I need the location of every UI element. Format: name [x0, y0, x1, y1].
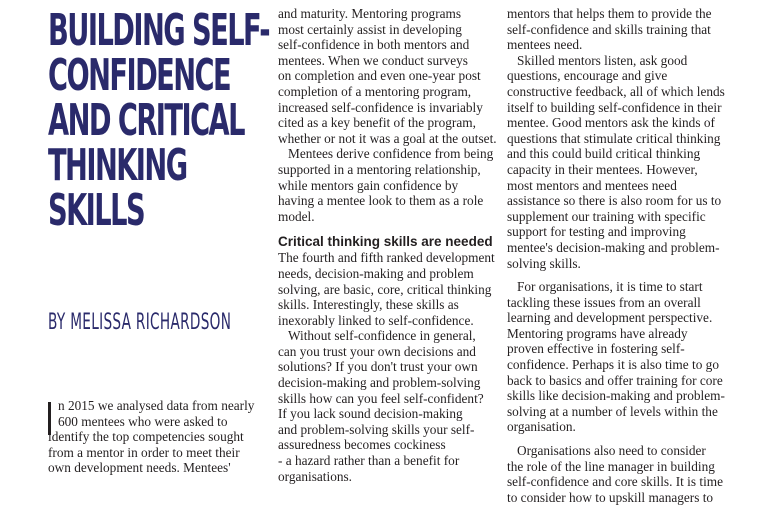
- paragraph: [507, 6, 721, 53]
- text-line: supplement our training with specific: [507, 208, 706, 224]
- text-line: n 2015 we analysed data from nearly: [58, 398, 255, 413]
- title-line: CONFIDENCE: [48, 50, 231, 101]
- text-line: most certainly assist in developing: [278, 21, 462, 37]
- text-line: the role of the line manager in building: [507, 458, 715, 474]
- paragraph: [278, 6, 497, 146]
- text-line: Skilled mentors listen, ask good: [517, 52, 688, 68]
- text-line: while mentors gain confidence by: [278, 177, 459, 193]
- paragraph: [507, 279, 725, 435]
- text-line: mentors that helps them to provide the: [507, 6, 712, 21]
- text-line: having a mentee look to them as a role: [278, 193, 484, 209]
- text-line: can you trust your own decisions and: [278, 343, 476, 359]
- text-line: For organisations, it is time to start: [517, 279, 703, 295]
- column-right: [507, 6, 725, 505]
- byline: BY MELISSA RICHARDSON: [48, 310, 232, 335]
- text-line: - a hazard rather than a benefit for: [278, 453, 460, 469]
- text-line: learning and development perspective.: [507, 310, 713, 326]
- text-line: needs, decision-making and problem: [278, 265, 474, 281]
- text-line: itself to building self-confidence in their: [507, 99, 722, 115]
- text-line: support for testing and improving: [507, 224, 686, 240]
- text-line: to consider how to upskill managers to: [507, 489, 714, 505]
- text-line: questions that stimulate critical thinking: [507, 130, 721, 146]
- text-line: organisation.: [507, 419, 576, 435]
- paragraph: [278, 328, 492, 484]
- text-line: supported in a mentoring relationship,: [278, 161, 481, 177]
- text-line: self-confidence in both mentors and: [278, 37, 470, 53]
- text-line: Mentoring programs have already: [507, 325, 688, 341]
- text-line: Mentees derive confidence from being: [288, 146, 494, 162]
- title-line: BUILDING SELF-: [48, 5, 270, 56]
- text-line: inexorably linked to self-confidence.: [278, 312, 474, 328]
- title-line: THINKING: [48, 140, 187, 191]
- title-line: AND CRITICAL: [48, 95, 244, 146]
- text-line: mentee. Good mentors ask the kinds of: [507, 115, 715, 131]
- spacer: [507, 271, 721, 279]
- text-line: cited as a key benefit of the program,: [278, 115, 476, 131]
- text-line: questions, encourage and give: [507, 68, 668, 84]
- text-line: mentees need.: [507, 37, 583, 53]
- text-line: increased self-confidence is invariably: [278, 99, 483, 115]
- text-line: tackling these issues from an overall: [507, 294, 701, 310]
- text-line: assistance so there is also room for us to: [507, 193, 722, 209]
- text-line: own development needs. Mentees': [48, 460, 231, 476]
- intro-paragraph: [48, 398, 264, 476]
- text-line: and problem-solving skills your self-: [278, 421, 475, 437]
- text-line: self-confidence and skills training that: [507, 21, 711, 37]
- title-line: SKILLS: [48, 185, 145, 236]
- text-line: whether or not it was a goal at the outset.: [278, 130, 497, 146]
- text-line: on completion and even one-year post: [278, 68, 481, 84]
- text-line: decision-making and problem-solving: [278, 375, 481, 391]
- text-line: from a mentor in order to meet their: [48, 444, 240, 460]
- text-line: organisations.: [278, 468, 352, 484]
- paragraph: [507, 443, 724, 505]
- section-subheading: Critical thinking skills are needed: [278, 234, 493, 250]
- text-line: skills how can you feel self-confident?: [278, 390, 484, 406]
- text-line: model.: [278, 208, 315, 224]
- text-line: identify the top competencies sought: [48, 429, 244, 445]
- text-line: capacity in their mentees. However,: [507, 161, 698, 177]
- text-line: skills like decision-making and problem-: [507, 388, 725, 404]
- text-line: assuredness becomes cockiness: [278, 437, 446, 453]
- text-line: skills. Interestingly, these skills as: [278, 297, 459, 313]
- text-line: If you lack sound decision-making: [278, 406, 463, 422]
- text-line: Without self-confidence in general,: [288, 328, 476, 344]
- text-line: solving skills.: [507, 255, 581, 271]
- text-line: 600 mentees who were asked to: [58, 413, 228, 429]
- spacer: [507, 435, 721, 443]
- text-line: Organisations also need to consider: [517, 443, 706, 459]
- text-line: mentee's decision-making and problem-: [507, 239, 720, 255]
- text-line: and this could build critical thinking: [507, 146, 701, 162]
- text-line: mentees. When we conduct surveys: [278, 52, 468, 68]
- text-line: confidence. Perhaps it is also time to go: [507, 357, 719, 373]
- text-line: solving at a number of levels within the: [507, 403, 718, 419]
- text-line: and maturity. Mentoring programs: [278, 6, 462, 21]
- paragraph: [507, 52, 725, 271]
- text-line: constructive feedback, all of which lends: [507, 83, 725, 99]
- text-line: solutions? If you don't trust your own: [278, 359, 478, 375]
- column-middle: [278, 6, 497, 484]
- article-title: [48, 5, 270, 236]
- spacer: [278, 224, 492, 232]
- paragraph: [278, 250, 495, 328]
- text-line: The fourth and fifth ranked development: [278, 250, 495, 266]
- text-line: solving, are basic, core, critical thinking: [278, 281, 492, 297]
- text-line: back to basics and offer training for core: [507, 372, 723, 388]
- paragraph: [278, 146, 492, 224]
- text-line: completion of a mentoring program,: [278, 83, 472, 99]
- text-line: self-confidence and core skills. It is time: [507, 474, 724, 490]
- text-line: most mentors and mentees need: [507, 177, 677, 193]
- text-line: proven effective in fostering self-: [507, 341, 685, 357]
